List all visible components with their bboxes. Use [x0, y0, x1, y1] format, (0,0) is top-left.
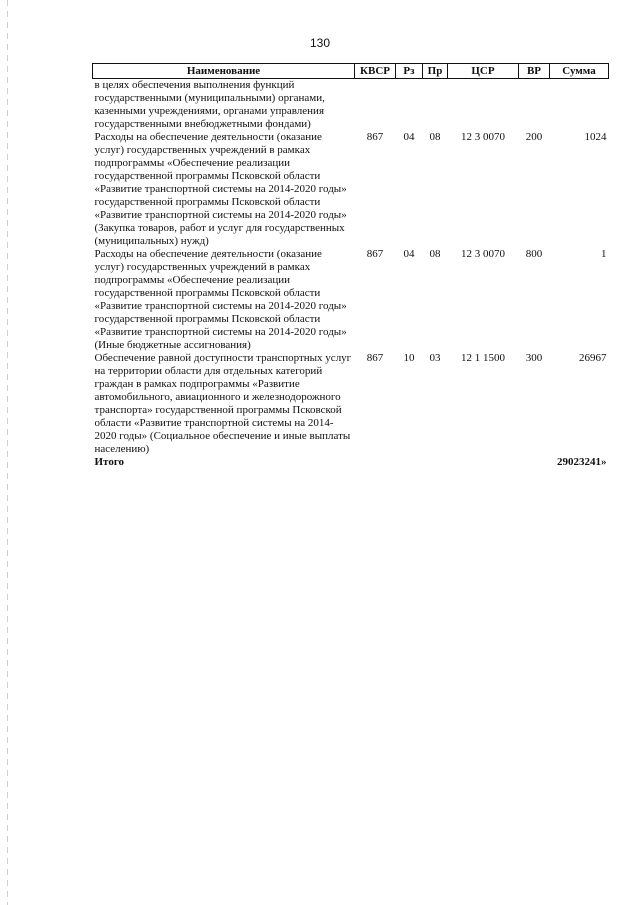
scan-edge-line — [7, 0, 8, 905]
page-number: 130 — [309, 36, 331, 50]
row-pr: 08 — [429, 248, 441, 260]
row-name: Обеспечение равной доступности транспортных услуг на территории области для отдельных категорий граждан в рамках подпрограммы «Развитие автомобильного, авиационного и железнодорожного транспорта» государственной программы Псковской области «Развитие транспортной системы на 2014-2020 годы» (Социальное обеспечение и иные выплаты населению) — [94, 352, 352, 455]
header-sum: Сумма — [550, 64, 609, 79]
row-name: Расходы на обеспечение деятельности (оказание услуг) государственных учреждений в рамках подпрограммы «Обеспечение реализации государственной программы Псковской области «Развитие транспортной системы на 2014-2020 годы» государственной программы Псковской области «Развитие транспортной системы на 2014-2020 годы» (Закупка товаров, работ и услуг для государственных (муниципальных) нужд) — [94, 131, 347, 247]
header-pr: Пр — [423, 64, 448, 79]
row-pr — [423, 79, 448, 132]
row-name: Расходы на обеспечение деятельности (оказание услуг) государственных учреждений в рамках подпрограммы «Обеспечение реализации государственной программы Псковской области «Развитие транспортной системы на 2014-2020 годы» государственной программы Псковской области «Развитие транспортной системы на 2014-2020 годы» (Иные бюджетные ассигнования) — [94, 248, 347, 351]
row-csr — [448, 79, 519, 132]
table-row — [93, 352, 609, 456]
row-sum: 1024 — [584, 131, 607, 143]
total-row — [93, 456, 609, 469]
row-kvsr — [355, 79, 396, 132]
row-csr: 12 1 1500 — [461, 352, 505, 364]
row-rz — [396, 79, 423, 132]
row-vr: 300 — [525, 352, 543, 364]
header-kvsr: КВСР — [355, 64, 396, 79]
table-row — [93, 248, 609, 352]
row-rz: 10 — [403, 352, 415, 364]
row-sum: 1 — [601, 248, 607, 260]
total-sum: 29023241» — [557, 456, 607, 468]
row-kvsr: 867 — [366, 131, 384, 143]
table-row — [93, 131, 609, 248]
budget-table — [92, 63, 609, 469]
row-sum — [550, 79, 609, 132]
row-pr: 03 — [429, 352, 441, 364]
row-vr — [519, 79, 550, 132]
table-header-row — [93, 64, 609, 79]
row-csr: 12 3 0070 — [461, 248, 505, 260]
table-row — [93, 79, 609, 132]
row-vr: 800 — [525, 248, 543, 260]
row-pr: 08 — [429, 131, 441, 143]
row-kvsr: 867 — [366, 352, 384, 364]
row-name: в целях обеспечения выполнения функций государственными (муниципальными) органами, казенными учреждениями, органами управления государственными внебюджетными фондами) — [94, 79, 325, 130]
header-csr: ЦСР — [448, 64, 519, 79]
row-rz: 04 — [403, 248, 415, 260]
row-kvsr: 867 — [366, 248, 384, 260]
row-vr: 200 — [525, 131, 543, 143]
header-name: Наименование — [93, 64, 355, 79]
header-rz: Рз — [396, 64, 423, 79]
row-rz: 04 — [403, 131, 415, 143]
row-csr: 12 3 0070 — [461, 131, 505, 143]
header-vr: ВР — [519, 64, 550, 79]
total-label: Итого — [94, 456, 125, 468]
row-sum: 26967 — [579, 352, 607, 364]
